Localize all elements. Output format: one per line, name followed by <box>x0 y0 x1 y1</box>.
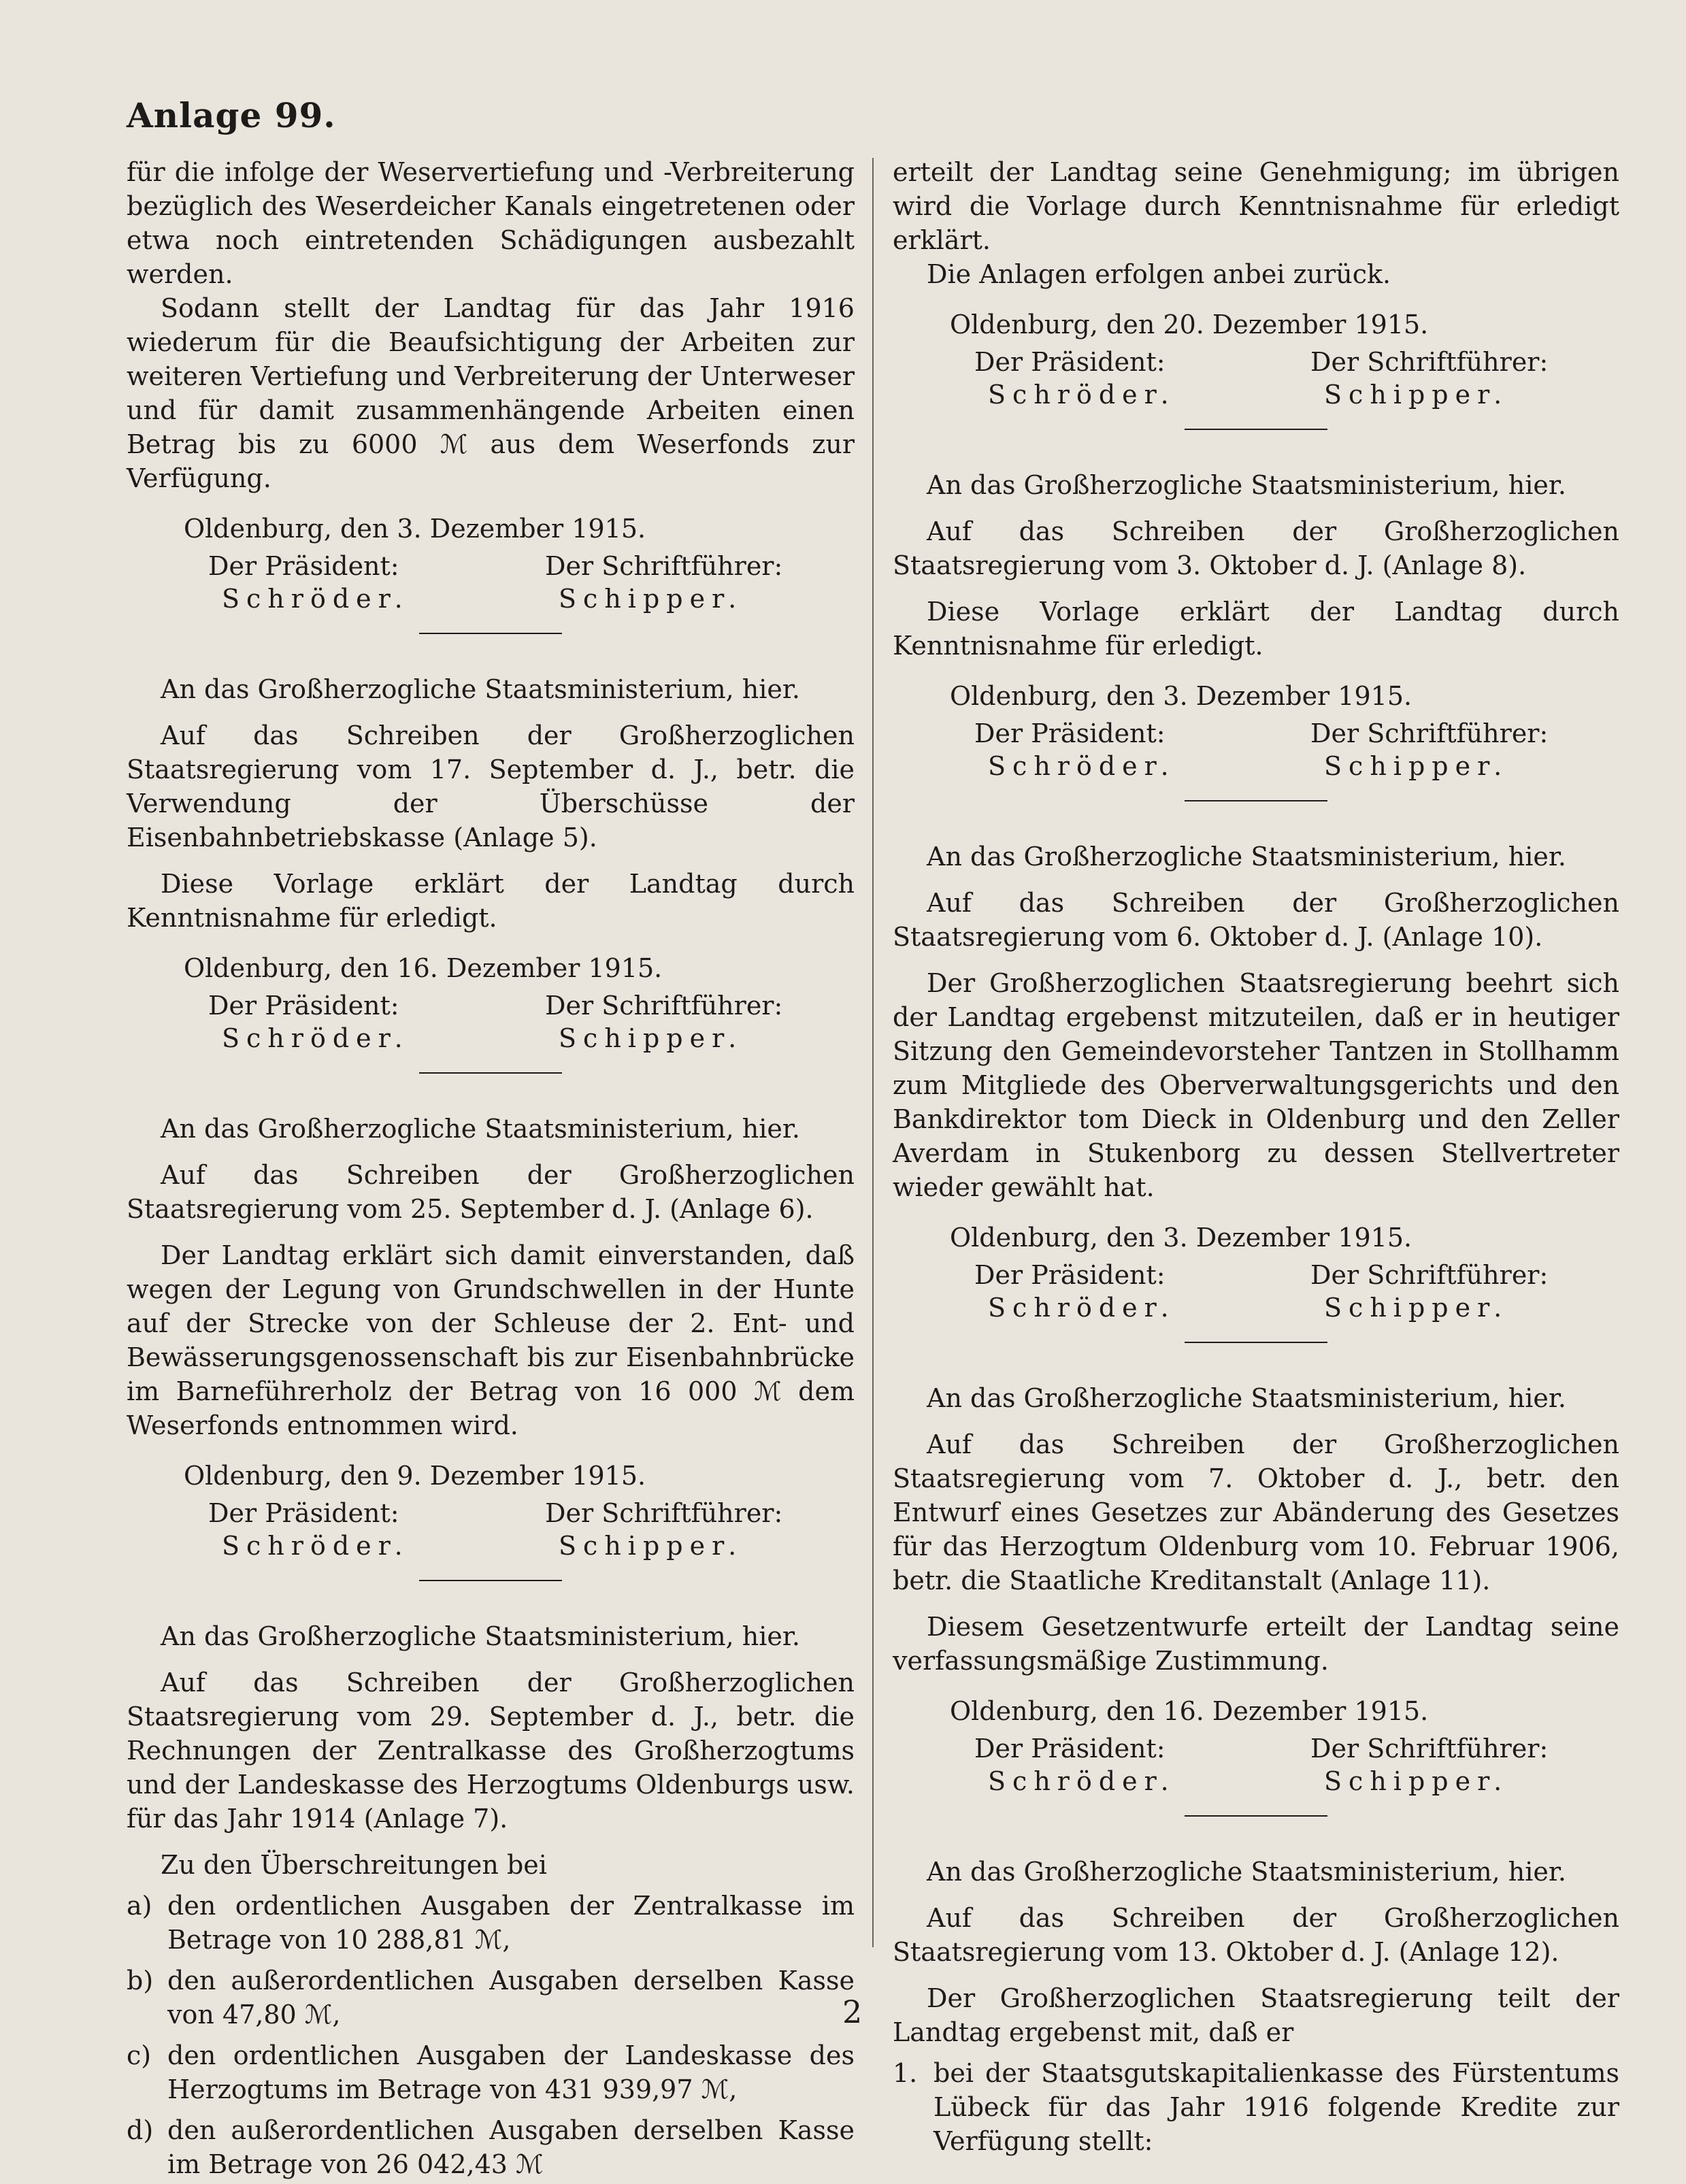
page-header: Anlage 99. <box>127 95 336 135</box>
list-item-text: bei der Staatsgutskapitalienkasse des Fürstentums Lübeck für das Jahr 1916 folgende Kredite zur Verfügung stellt: <box>933 2058 1619 2156</box>
signature-block <box>893 346 1619 411</box>
paragraph: Auf das Schreiben der Großherzoglichen Staatsregierung vom 3. Oktober d. J. (Anlage 8). <box>893 516 1619 580</box>
president-name: Schröder. <box>222 1531 410 1561</box>
paragraph: Auf das Schreiben der Großherzoglichen Staatsregierung vom 6. Oktober d. J. (Anlage 10). <box>893 888 1619 952</box>
date-line: Oldenburg, den 9. Dezember 1915. <box>184 1461 646 1491</box>
left-column <box>127 155 855 2181</box>
list-item <box>893 2056 1619 2158</box>
paragraph: Der Großherzoglichen Staatsregierung beehrt sich der Landtag ergebenst mitzuteilen, daß er in heutiger Sitzung den Gemeindevorsteher Tantzen in Stollhamm zum Mitgliede des Oberverwaltungsgerichts und den Bankdirektor tom Dieck in Oldenburg und den Zeller Averdam in Stukenborg zu dessen Stellvertreter wieder gewählt hat. <box>893 968 1619 1202</box>
section-rule <box>419 1580 562 1581</box>
section-rule <box>1185 800 1327 801</box>
list-item-label: b) <box>127 1966 154 1996</box>
date-line: Oldenburg, den 3. Dezember 1915. <box>950 1223 1412 1253</box>
paragraph: Auf das Schreiben der Großherzoglichen Staatsregierung vom 25. September d. J. (Anlage 6). <box>127 1160 855 1224</box>
president-name: Schröder. <box>988 380 1176 410</box>
list-item-text: den ordentlichen Ausgaben der Landeskasse des Herzogtums im Betrage von 431 939,97 ℳ, <box>167 2040 855 2104</box>
president-label: Der Präsident: <box>974 347 1166 377</box>
paragraph: Auf das Schreiben der Großherzoglichen Staatsregierung vom 7. Oktober d. J., betr. den Entwurf eines Gesetzes zur Abänderung des Gesetzes für das Herzogtum Oldenburg vom 10. Februar 1906, betr. die Staatliche Kreditanstalt (Anlage 11). <box>893 1429 1619 1595</box>
date-line: Oldenburg, den 16. Dezember 1915. <box>184 953 663 983</box>
paragraph: Diesem Gesetzentwurfe erteilt der Landtag seine verfassungsmäßige Zustimmung. <box>893 1612 1619 1676</box>
secretary-name: Schipper. <box>1324 751 1509 781</box>
list-item-label: a) <box>127 1891 152 1921</box>
president-name: Schröder. <box>222 1023 410 1053</box>
address-line: An das Großherzogliche Staatsministerium, hier. <box>161 1114 800 1144</box>
secretary-name: Schipper. <box>559 1531 744 1561</box>
secretary-label: Der Schriftführer: <box>1310 1734 1549 1764</box>
paragraph: Die Anlagen erfolgen anbei zurück. <box>927 259 1391 289</box>
signature-block <box>127 1497 855 1562</box>
date-line: Oldenburg, den 16. Dezember 1915. <box>950 1696 1429 1726</box>
section-rule <box>1185 1815 1327 1817</box>
date-line: Oldenburg, den 3. Dezember 1915. <box>950 681 1412 711</box>
secretary-label: Der Schriftführer: <box>1310 347 1549 377</box>
list-item-text: den außerordentlichen Ausgaben derselben Kasse von 47,80 ℳ, <box>167 1966 855 2030</box>
date-line: Oldenburg, den 3. Dezember 1915. <box>184 514 646 544</box>
signature-block <box>893 1732 1619 1798</box>
president-label: Der Präsident: <box>208 1498 399 1528</box>
president-label: Der Präsident: <box>974 1734 1166 1764</box>
paragraph: Auf das Schreiben der Großherzoglichen Staatsregierung vom 29. September d. J., betr. die Rechnungen der Zentralkasse des Großherzogtums und der Landeskasse des Herzogtums Oldenburgs usw. für das Jahr 1914 (Anlage 7). <box>127 1668 855 1834</box>
address-line: An das Großherzogliche Staatsministerium, hier. <box>161 1621 800 1651</box>
address-line: An das Großherzogliche Staatsministerium, hier. <box>927 842 1566 872</box>
president-name: Schröder. <box>988 751 1176 781</box>
paragraph: Diese Vorlage erklärt der Landtag durch Kenntnisnahme für erledigt. <box>127 869 855 933</box>
president-label: Der Präsident: <box>208 551 399 581</box>
signature-block <box>127 989 855 1055</box>
signature-block <box>893 1259 1619 1324</box>
signature-block <box>893 717 1619 782</box>
paragraph: Sodann stellt der Landtag für das Jahr 1916 wiederum für die Beaufsichtigung der Arbeiten zur weiteren Vertiefung und Verbreiterung der Unterweser und für damit zusammenhängende Arbeiten einen Betrag bis zu 6000 ℳ aus dem Weserfonds zur Verfügung. <box>127 293 855 493</box>
section-rule <box>1185 1342 1327 1343</box>
section-rule <box>419 1072 562 1074</box>
list-item-label: 1. <box>893 2058 918 2088</box>
address-line: An das Großherzogliche Staatsministerium, hier. <box>927 1857 1566 1887</box>
list-item-text: den außerordentlichen Ausgaben derselben Kasse im Betrage von 26 042,43 ℳ <box>167 2115 855 2179</box>
paragraph: Der Landtag erklärt sich damit einverstanden, daß wegen der Legung von Grundschwellen in der Hunte auf der Strecke von der Schleuse der 2. Ent- und Bewässerungsgenossenschaft bis zur Eisenbahnbrücke im Barneführerholz der Betrag von 16 000 ℳ dem Weserfonds entnommen wird. <box>127 1240 855 1440</box>
section-rule <box>1185 429 1327 430</box>
signature-block <box>127 550 855 615</box>
address-line: An das Großherzogliche Staatsministerium, hier. <box>161 674 800 704</box>
secretary-label: Der Schriftführer: <box>1310 718 1549 748</box>
secretary-label: Der Schriftführer: <box>1310 1260 1549 1290</box>
section-rule <box>419 633 562 634</box>
paragraph: Auf das Schreiben der Großherzoglichen Staatsregierung vom 17. September d. J., betr. die Verwendung der Überschüsse der Eisenbahnbetriebskasse (Anlage 5). <box>127 721 855 853</box>
list-item <box>127 1889 855 1957</box>
paragraph: Zu den Überschreitungen bei <box>161 1850 547 1880</box>
secretary-label: Der Schriftführer: <box>545 551 783 581</box>
list-item-label: c) <box>127 2040 152 2070</box>
list-item <box>127 2038 855 2106</box>
list-item-label: d) <box>127 2115 154 2145</box>
address-line: An das Großherzogliche Staatsministerium, hier. <box>927 470 1566 500</box>
secretary-name: Schipper. <box>559 1023 744 1053</box>
president-label: Der Präsident: <box>208 991 399 1021</box>
president-label: Der Präsident: <box>974 718 1166 748</box>
paragraph: erteilt der Landtag seine Genehmigung; im übrigen wird die Vorlage durch Kenntnisnahme für erledigt erklärt. <box>893 157 1619 255</box>
president-name: Schröder. <box>222 584 410 614</box>
secretary-label: Der Schriftführer: <box>545 1498 783 1528</box>
right-column <box>893 155 1619 2158</box>
list-item <box>127 1964 855 2032</box>
paragraph: Auf das Schreiben der Großherzoglichen Staatsregierung vom 13. Oktober d. J. (Anlage 12). <box>893 1903 1619 1967</box>
list-item <box>127 2113 855 2181</box>
date-line: Oldenburg, den 20. Dezember 1915. <box>950 310 1429 340</box>
column-divider <box>872 158 874 1947</box>
secretary-name: Schipper. <box>1324 1293 1509 1323</box>
secretary-name: Schipper. <box>1324 1766 1509 1796</box>
secretary-name: Schipper. <box>1324 380 1509 410</box>
list-item-text: den ordentlichen Ausgaben der Zentralkasse im Betrage von 10 288,81 ℳ, <box>167 1891 855 1955</box>
president-name: Schröder. <box>988 1293 1176 1323</box>
president-label: Der Präsident: <box>974 1260 1166 1290</box>
address-line: An das Großherzogliche Staatsministerium, hier. <box>927 1383 1566 1413</box>
paragraph: Diese Vorlage erklärt der Landtag durch Kenntnisnahme für erledigt. <box>893 597 1619 661</box>
secretary-name: Schipper. <box>559 584 744 614</box>
president-name: Schröder. <box>988 1766 1176 1796</box>
secretary-label: Der Schriftführer: <box>545 991 783 1021</box>
paragraph: Der Großherzoglichen Staatsregierung teilt der Landtag ergebenst mit, daß er <box>893 1983 1619 2047</box>
paragraph: für die infolge der Weservertiefung und -Verbreiterung bezüglich des Weserdeicher Kanals eingetretenen oder etwa noch eintretenden Schädigungen ausbezahlt werden. <box>127 157 855 289</box>
page-number: 2 <box>842 1993 863 2030</box>
